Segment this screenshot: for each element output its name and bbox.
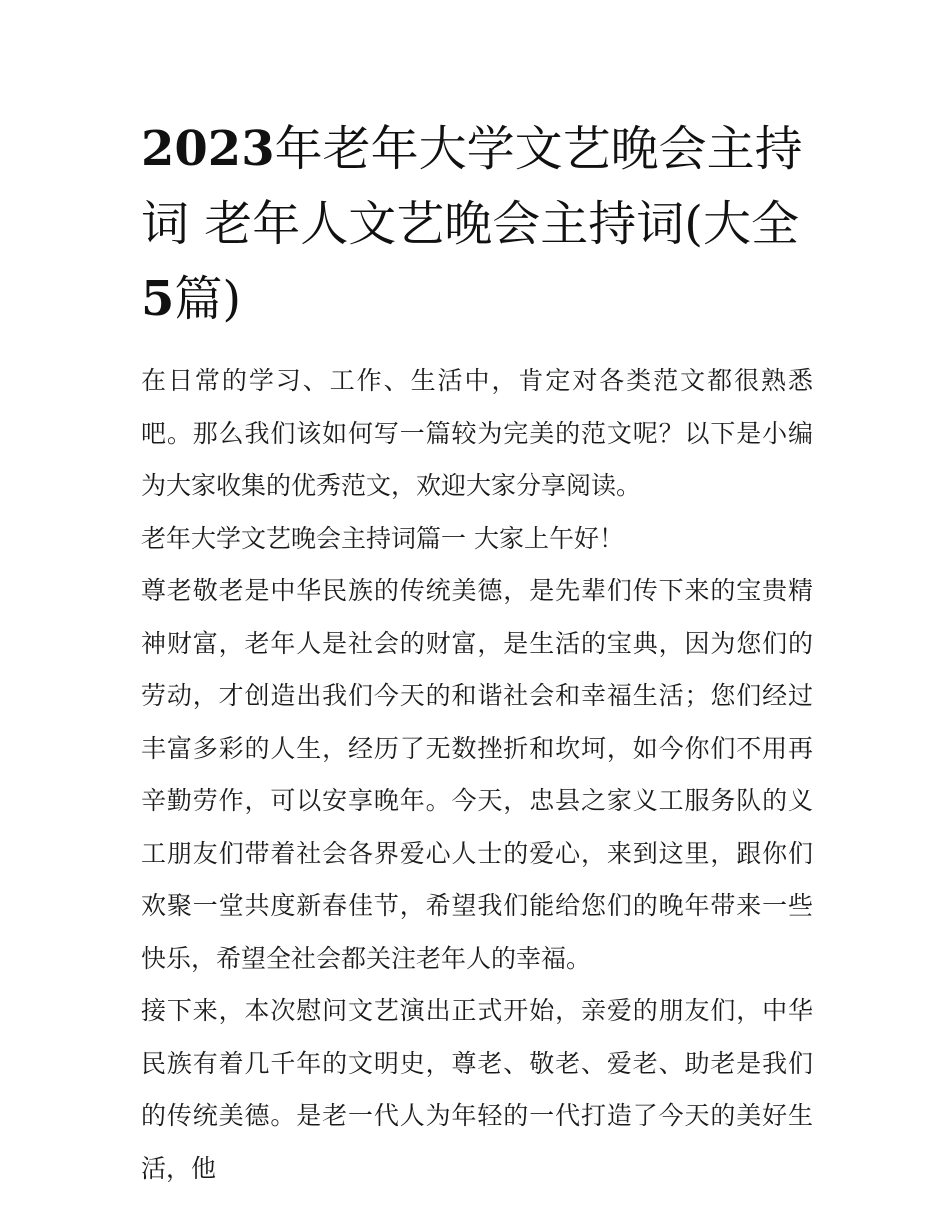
body-paragraph: 尊老敬老是中华民族的传统美德，是先辈们传下来的宝贵精神财富，老年人是社会的财富，是生活的宝典，因为您们的劳动，才创造出我们今天的和谐社会和幸福生活；您们经过丰富多彩的人生，经历了无数挫折和坎坷，如今你们不用再辛勤劳作，可以安享晚年。今天，忠县之家义工服务队的义工朋友们带着社会各界爱心人士的爱心，来到这里，跟你们欢聚一堂共度新春佳节，希望我们能给您们的晚年带来一些快乐，希望全社会都关注老年人的幸福。 — [141, 576, 813, 973]
title-main: 年老年大学文艺晚会主持词 老年人文艺晚会主持词(大全 — [141, 121, 803, 252]
title-end: 篇) — [174, 271, 242, 327]
document-content — [141, 112, 813, 1195]
intro-paragraph: 在日常的学习、工作、生活中，肯定对各类范文都很熟悉吧。那么我们该如何写一篇较为完美的范文呢？以下是小编为大家收集的优秀范文，欢迎大家分享阅读。 — [141, 366, 813, 500]
document-body — [141, 355, 813, 1195]
title-year: 2023 — [141, 121, 275, 177]
title-count: 5 — [141, 271, 175, 327]
body-paragraph: 接下来，本次慰问文艺演出正式开始，亲爱的朋友们，中华民族有着几千年的文明史，尊老、敬老、爱老、助老是我们的传统美德。是老一代人为年轻的一代打造了今天的美好生活，他 — [141, 996, 813, 1183]
document-title — [141, 112, 813, 337]
section-heading-paragraph: 老年大学文艺晚会主持词篇一 大家上午好！ — [141, 523, 624, 553]
